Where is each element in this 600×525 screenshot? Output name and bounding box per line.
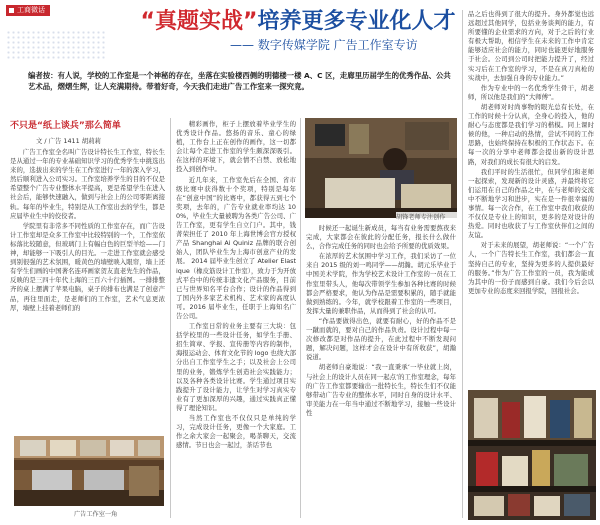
decorative-dots-icon bbox=[6, 30, 106, 60]
paragraph: 当然工作室也不仅仅只是单纯的学习，完成设计任务，更像一个大家庭。工作之余大家会一起聚会，喝茶聊天，交流感情。节日也会一起过，茶话节也 bbox=[176, 414, 296, 450]
products-photo bbox=[468, 390, 596, 520]
column-3-text bbox=[306, 224, 456, 518]
paragraph: 精彩画作，柜子上摆放着毕业学生的优秀设计作品。悠扬的音乐、童心的绿植，工作台上正在创作的画作，这一切都会让每个走进工作室的学生颇深深吸引。在这样的环境下，就会情不自禁、放松地投入到创作中。 bbox=[176, 120, 296, 174]
caption-teacher: 胡锋老师专注创作 bbox=[396, 212, 458, 221]
article-title: 不只是“纸上谈兵”那么简单 bbox=[10, 121, 121, 131]
paragraph: 广告工作室全名叫广告设计特长生工作室，特长生是从通过一年的专业基础知识学习的优秀学生中挑选出来的，选拔出来的学生在工作室进行一年的深入学习，然后顺利进入公司实习。工作室培养学生的目的不仅是希望整个广告专业整体水平提高，更是希望学生在进入社会后，能够快速融入，做到与社会上的公司零距离接轨。每年的毕业生，特别是从工作室出去的学生，都是应届毕业生中的佼佼者。 bbox=[10, 148, 165, 220]
column-divider bbox=[170, 118, 171, 518]
section-tag-label: 工商微话 bbox=[17, 6, 45, 14]
paragraph: 品之后也得到了很大的提升。身外都觉也远远超过其他同学，包括业务谈判的能力，有所要懂的企业需求的方向，对于之后的行业有极大帮助，相信学生在未来的工作中肯定能够适应社会的能力，同时也能更好地服务于社会。公司到公司时把能力提升了，经过实习后在工作室的学习，不是在真刀真枪的实战中，去加强自身的专业能力。” bbox=[468, 10, 594, 82]
paragraph: 胡老师对时尚事物的眼光总有长处，在工作的时候十分认真，全身心的投入，他的耐心与态度都是我们学习的楷模。同上课时候的他，一种启动的热情，尝试不同的工作思路，也始终保持在积极的工作状态下。在每一次的分享中老师都会提出新的设计思路，对我们的成长有很大的启发。 bbox=[468, 102, 594, 166]
headline-red-part: “真题实战” bbox=[140, 9, 258, 34]
paragraph: “作品要做得出色，就要有耐心，好的作品不是一蹴而就的，要对自己的作品负责。设计过程中每一次修改都是对作品的提升，在此过程中不断发现问题，解决问题，这样才会在设计中有所收获”，胡瀚说道。 bbox=[306, 316, 456, 362]
caption-studio: 广告工作室一角 bbox=[74, 511, 118, 518]
headline bbox=[118, 8, 478, 36]
paragraph: 近几年来，工作室先后在全国、省市级比赛中获得数十个奖项，特别是每年在“创意中国”的比赛中，都获得五到七个奖项，去年的，广告专业就业率均达 100%，毕业生大量被聘为各类广告公司、广告工作室，更有学生自立门户。其中，钱菁荣担任了 2010 年上海世博会官方授权产品 Shanghai Ai Quiniz 品牌的联合创始人，团队毕业生为上海市创意产业的发展。 2014 届毕业生创立了 Atelier Elastique（橡皮筋设计工作室），致力于为开放式平台中的传统非遗文化产品服务，目前已与世界知名平台合作；设计的作品得到了国内外多家艺术机构、艺术家的高度认可。2016 届毕业生，任职于上海知名广告公司。 bbox=[176, 175, 296, 320]
paragraph: 学院里有非常多不同性质的工作室存在，而广告设计工作室却是众多工作室中比较特别的一个，工作室依标落比较随意，但玻璃门上有幅白色的巨型羊绘——门神，却能够一下吸引人的目光。一走进工作室就会感受到别很强的艺术氛围，暖黄色的墙壁映入眼帘，墙上还有学生们画的中国著名连环画家贺友直老先生的作品，反映的是三四十年代上海的三百六十行插图。一排排整齐的桌上摆满了苹果电脑，桌子的排布也满足了创意产品，再往里面走，是老师们的工作室，艺术气息更浓厚，墙壁上挂着老师们的 bbox=[10, 221, 165, 312]
paragraph: 在浓厚的艺术氛围中学习工作，我们采访了一位来自 2015 级的刘一鸣同学——胡瀚。胡元乐毕业于中国美术学院，作为学校艺术设计工作室的一员在工作室里带头人，他每次带领学生参加各种比赛的时候都会严格要求，他认为作品是需要积累的，随手就能做到熟练的。今年，就学校跟着工作室的一些项目，发挥大量的兼职作品，从而得到了社会的认可。 bbox=[306, 252, 456, 315]
column-divider bbox=[462, 10, 463, 518]
teacher-photo bbox=[305, 118, 457, 218]
paragraph: 我们平时的生活很忙，但同学们和老师一起探索，发现新的设计灵感，并最终将它们运用在自己的作品之中，在与老师的交流中不断地学习和进步，实在是一件很幸福的事情。每一次合作，在工作室中我们收获的不仅仅是专业上的知识，更多的是对设计的热爱。同时也收获了与工作室伙伴们之间的友谊。 bbox=[468, 167, 594, 240]
column-2-text bbox=[176, 120, 296, 518]
paragraph: 胡老师自豪地说：“我一直秉承‘一毕业就上岗，与社会上的设计人员在同一起点’的工作室理念，每年的广告工作室都要输出一批特长生，特长生们不仅能够带动广告专业的整体水平，同时自身的设计水平、审美能力在一年当中通过不断地学习，接触一些设计性 bbox=[306, 363, 456, 417]
studio-photo bbox=[14, 436, 164, 506]
section-tag bbox=[6, 5, 50, 16]
section-tag-marker-icon bbox=[9, 8, 14, 13]
byline: 文 / 广告 1411 胡莉莉 bbox=[36, 137, 101, 145]
headline-blue-part: 培养更多专业化人才 bbox=[257, 9, 456, 34]
paragraph: 时候还一起诞生新成员，每当有业务需要熬夜来完成，大家都会在彼此的分配任务，报长什么做什么，合作完成任务的同时也会给予所要的优质效果。 bbox=[306, 224, 456, 251]
subhead: —— 数字传媒学院 广告工作室专访 bbox=[230, 38, 418, 52]
column-4-text bbox=[468, 10, 594, 384]
paragraph: 工作室日常的业务主要有三大块：包括学校里的一些设计任务，如学生手册、招生简章、学报、宣传册等内容的制作，海报运动会、体育文化节的 logo 也绕大部分出自工作室学生之手；以及社会上公司里的业务，锻炼学生创造社会实践能力；以及各种各类设计比赛。学生通过项目实践提升了设计能力，让学生对学习真实专业有了更加深厚的兴趣，通过实践真正懂得了理论知识。 bbox=[176, 322, 296, 412]
paragraph: 作为专业中的一名优秀学生骨干，胡老师，所以他是我们的“大师傅”。 bbox=[468, 83, 594, 101]
editor-note: 编者按：有人说，学校的工作室是一个神秘的存在，坐落在实验楼西侧的明德楼一楼 A、C 区，走廊里历届学生的优秀作品、公共艺术品，熠熠生辉，让人充满期待。带着好奇，今天我们走进广告工作室来一探究竟。 bbox=[28, 71, 451, 91]
column-1-text bbox=[10, 148, 165, 432]
paragraph: 对于未来的展望，胡老师说：“一个广告人，一个广告特长生工作室，我们都会一直坚持自己的专业，坚持为更多的人提供最好的服务。”作为广告工作室的一员，我为能成为其中的一份子而感到自豪。我们今后会以更加专业的态度来回报学院，回报社会。 bbox=[468, 241, 594, 295]
column-divider bbox=[300, 118, 301, 518]
